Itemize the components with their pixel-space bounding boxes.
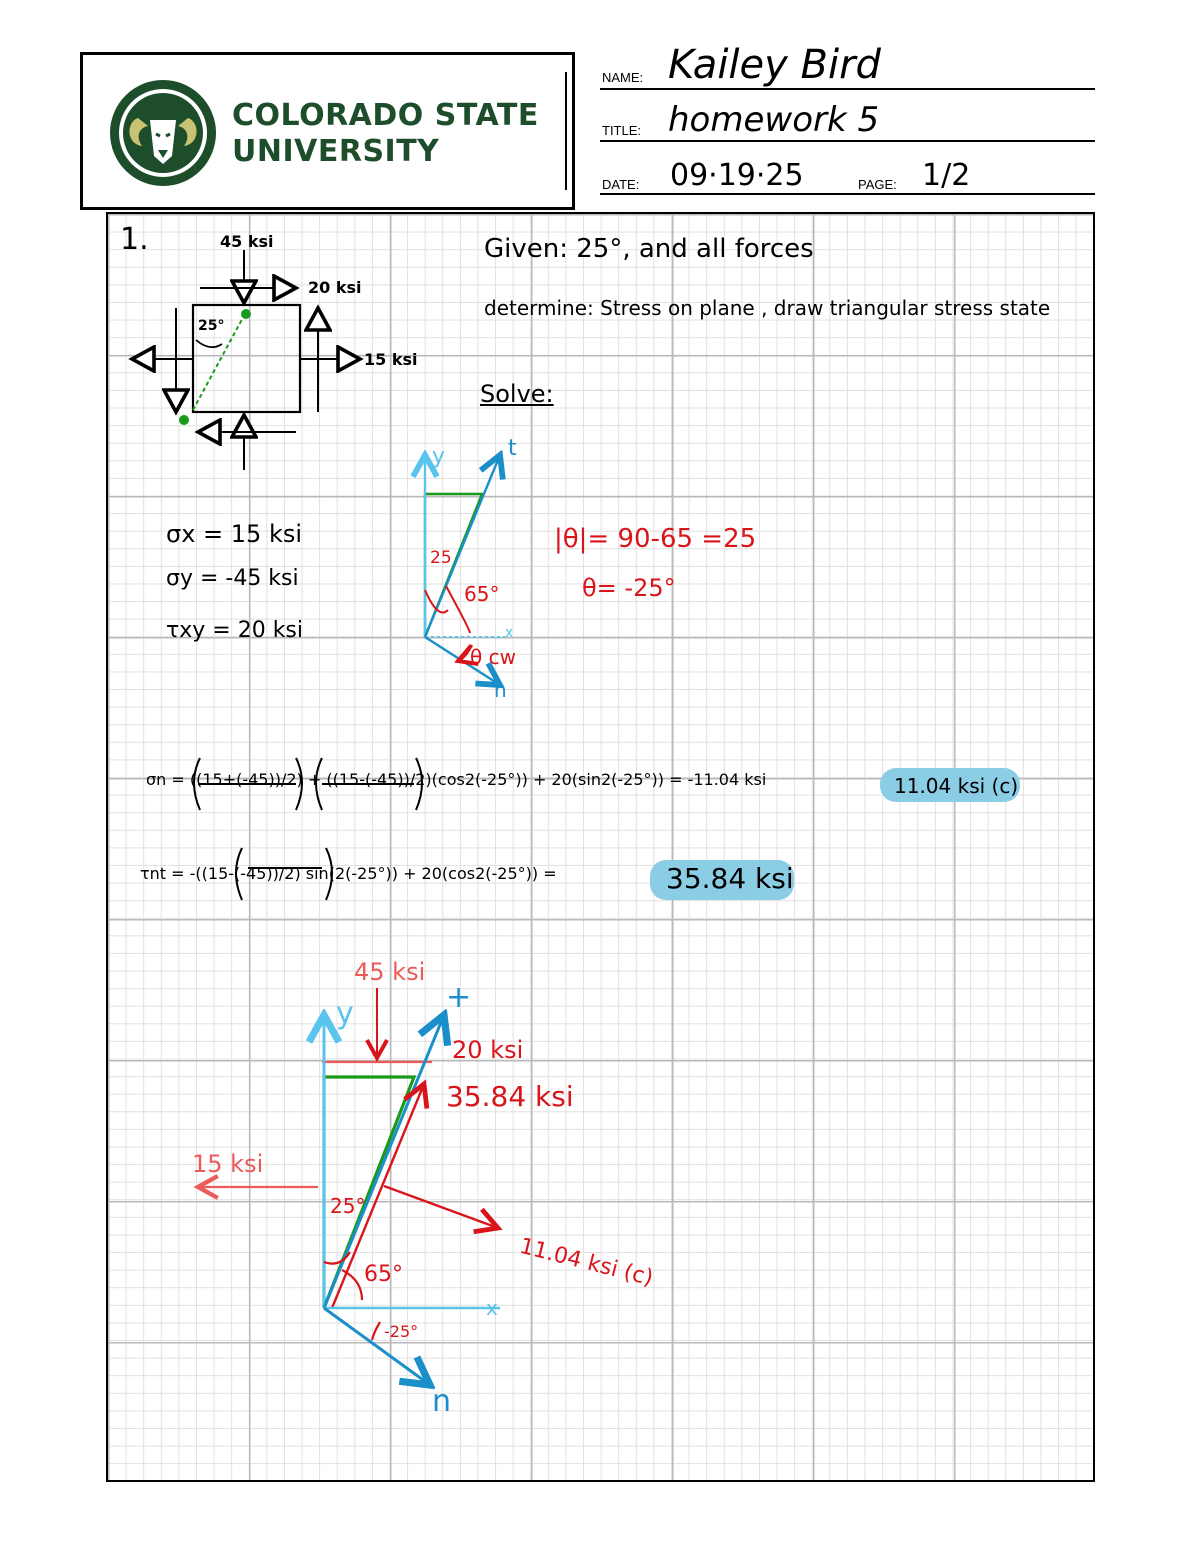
title-label: TITLE: [602, 123, 642, 138]
page-label: PAGE: [858, 177, 897, 192]
date-value: 09·19·25 [670, 158, 804, 193]
small-angle-25: 25 [430, 548, 452, 568]
title-value: homework 5 [668, 100, 880, 140]
sigma-y-value: σy = -45 ksi [166, 566, 299, 591]
sigma-n-equation: σn = ((15+(-45))/2) + ((15-(-45))/2)(cos2(-25°)) + 20(sin2(-25°)) = -11.04 ksi [146, 770, 767, 789]
element-label-45ksi: 45 ksi [220, 232, 274, 251]
element-label-20ksi: 20 ksi [308, 278, 362, 297]
sigma-x-value: σx = 15 ksi [166, 520, 303, 548]
large-result-normal: 11.04 ksi (c) [517, 1233, 656, 1292]
large-t-label: + [446, 980, 472, 1015]
large-y-label: y [336, 996, 354, 1031]
name-label: NAME: [602, 70, 644, 85]
solve-text: Solve: [480, 380, 554, 408]
element-angle-25: 25° [198, 318, 225, 334]
large-load-20: 20 ksi [452, 1036, 524, 1064]
page-value: 1/2 [922, 158, 971, 193]
large-load-45: 45 ksi [354, 958, 426, 986]
large-n-label: n [432, 1384, 452, 1419]
small-n-label: n [494, 678, 507, 702]
problem-number: 1. [120, 222, 149, 257]
sigma-n-answer: 11.04 ksi (c) [894, 774, 1019, 798]
large-result-shear: 35.84 ksi [446, 1080, 574, 1113]
large-x-label: x [486, 1296, 498, 1320]
tau-xy-value: τxy = 20 ksi [166, 618, 304, 643]
large-load-15: 15 ksi [192, 1150, 264, 1178]
university-line1: COLORADO STATE [232, 98, 539, 133]
given-text: Given: 25°, and all forces [484, 234, 814, 264]
small-theta-cw: θ cw [470, 645, 516, 669]
determine-text: determine: Stress on plane , draw triangular stress state [484, 296, 1051, 320]
date-label: DATE: [602, 177, 640, 192]
small-angle-65: 65° [464, 582, 500, 606]
tau-nt-answer: 35.84 ksi [666, 862, 794, 895]
tau-nt-equation: τnt = -((15-(-45))/2) sin(2(-25°)) + 20(cos2(-25°)) = [140, 864, 557, 883]
name-value: Kailey Bird [668, 42, 881, 88]
small-y-label: y [432, 444, 446, 469]
large-angle-neg25: -25° [384, 1322, 419, 1341]
angle-work-line2: θ= -25° [582, 574, 676, 602]
element-label-15ksi: 15 ksi [364, 350, 418, 369]
small-t-label: t [508, 436, 517, 461]
large-angle-25: 25° [330, 1194, 366, 1218]
large-angle-65: 65° [364, 1262, 403, 1287]
university-line2: UNIVERSITY [232, 134, 440, 169]
angle-work-line1: |θ|= 90-65 =25 [554, 524, 757, 554]
small-x-label: x [505, 625, 514, 641]
